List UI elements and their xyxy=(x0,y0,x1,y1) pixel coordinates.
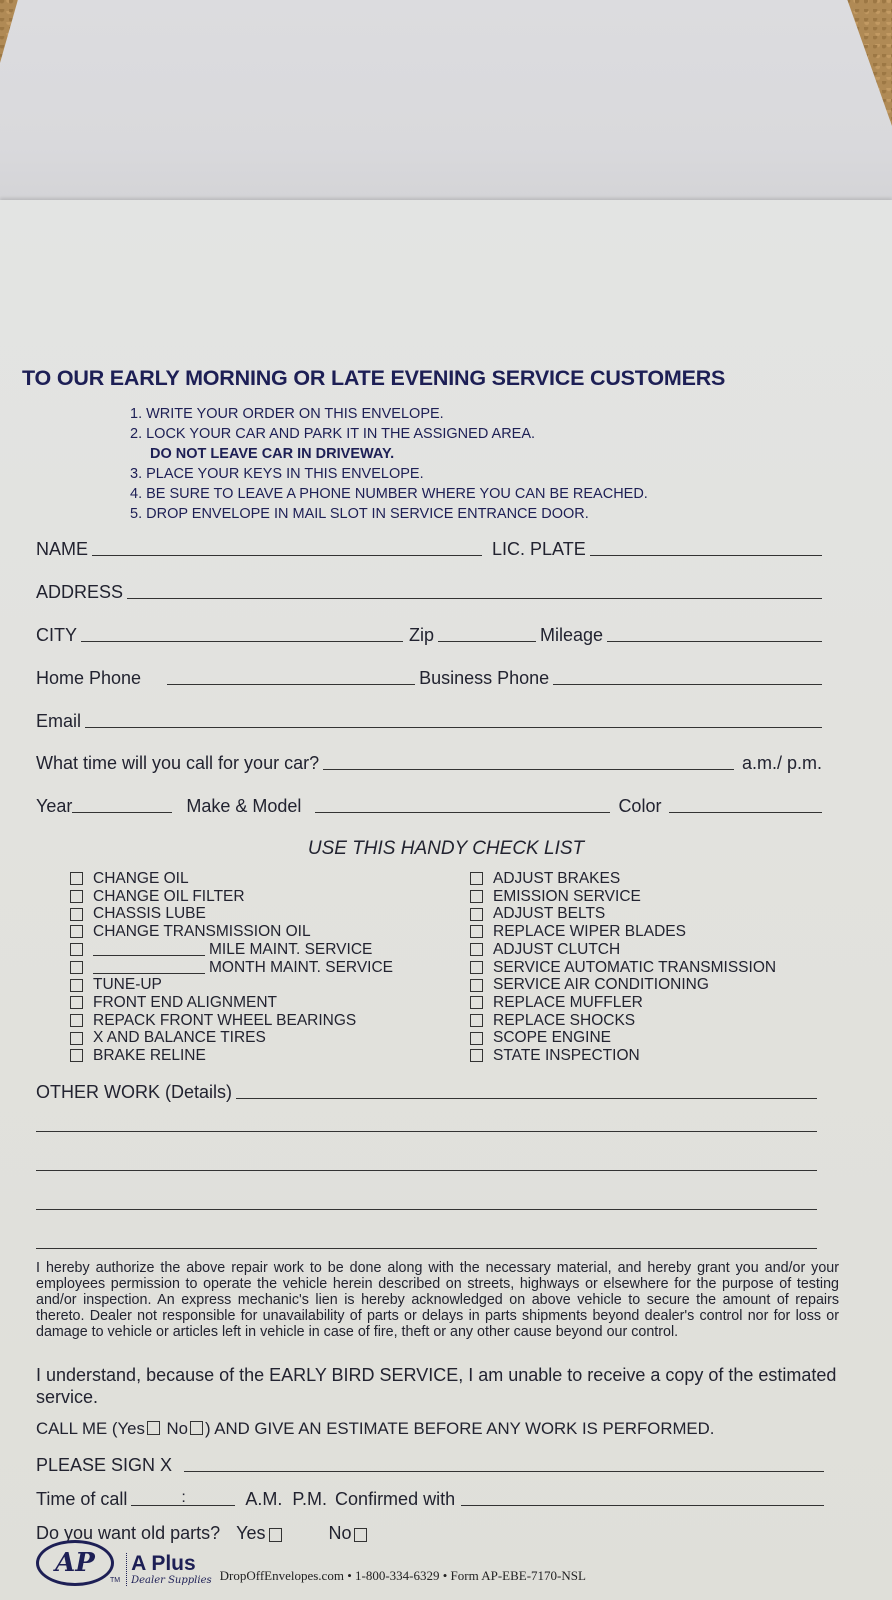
checkbox[interactable] xyxy=(470,943,483,956)
month-interval-field[interactable] xyxy=(93,961,205,974)
signature-field[interactable] xyxy=(184,1471,824,1472)
checklist-item-mile-maint[interactable]: MILE MAINT. SERVICE xyxy=(70,941,393,959)
envelope-flap xyxy=(0,0,892,210)
pickup-time-field[interactable] xyxy=(323,769,734,770)
contact-info: DropOffEnvelopes.com • 1-800-334-6329 • Form AP-EBE-7170-NSL xyxy=(219,1568,586,1583)
year-field[interactable] xyxy=(72,812,172,813)
lic-plate-label: LIC. PLATE xyxy=(492,539,586,559)
checkbox[interactable] xyxy=(470,872,483,885)
checklist-item[interactable]: ADJUST BRAKES xyxy=(470,870,776,888)
checklist-item[interactable]: TUNE-UP xyxy=(70,976,393,994)
city-field[interactable] xyxy=(81,641,403,642)
step-2: 2. LOCK YOUR CAR AND PARK IT IN THE ASSIGNED AREA. xyxy=(130,426,536,442)
brand-subtitle: Dealer Supplies xyxy=(131,1575,212,1586)
other-work-line-4[interactable] xyxy=(36,1209,817,1210)
year-label: Year xyxy=(36,796,73,816)
step-1: 1. WRITE YOUR ORDER ON THIS ENVELOPE. xyxy=(130,406,444,422)
checklist-left-column xyxy=(70,870,393,1065)
confirmed-with-field[interactable] xyxy=(461,1505,824,1506)
trademark-mark: TM xyxy=(110,1577,121,1584)
checklist-item[interactable]: FRONT END ALIGNMENT xyxy=(70,994,393,1012)
other-work-field[interactable] xyxy=(236,1098,817,1099)
confirmed-with-label: Confirmed with xyxy=(335,1489,456,1509)
row-vehicle xyxy=(36,791,822,817)
time-of-call-label: Time of call xyxy=(36,1489,128,1509)
form-title: TO OUR EARLY MORNING OR LATE EVENING SERVICE CUSTOMERS xyxy=(22,366,726,390)
checklist-item[interactable]: REPLACE WIPER BLADES xyxy=(470,923,776,941)
early-bird-notice: I understand, because of the EARLY BIRD SERVICE, I am unable to receive a copy of the estimated service. xyxy=(36,1365,837,1407)
checkbox[interactable] xyxy=(70,1032,83,1045)
checkbox[interactable] xyxy=(470,1049,483,1062)
business-phone-field[interactable] xyxy=(553,684,822,685)
checkbox[interactable] xyxy=(470,1032,483,1045)
driveway-warning: DO NOT LEAVE CAR IN DRIVEWAY. xyxy=(150,446,395,462)
checklist-item[interactable]: REPLACE MUFFLER xyxy=(470,994,776,1012)
business-phone-label: Business Phone xyxy=(419,668,550,688)
row-email xyxy=(36,706,822,732)
brand-block xyxy=(126,1553,212,1586)
checklist-item[interactable]: SERVICE AUTOMATIC TRANSMISSION xyxy=(470,959,776,977)
checklist-item[interactable]: ADJUST BELTS xyxy=(470,905,776,923)
checklist-item[interactable]: CHANGE TRANSMISSION OIL xyxy=(70,923,393,941)
mile-interval-field[interactable] xyxy=(93,943,205,956)
checkbox[interactable] xyxy=(70,943,83,956)
city-label: CITY xyxy=(36,625,78,645)
zip-field[interactable] xyxy=(438,641,536,642)
home-phone-label: Home Phone xyxy=(36,668,142,688)
checkbox[interactable] xyxy=(70,979,83,992)
authorization-text: I hereby authorize the above repair work to be done along with the necessary material, and hereby grant you and/or your employees permission to operate the vehicle herein described on streets, highways or elsewhere for the purpose of testing and/or inspection. An express mechanic's lien is hereby acknowledged on above vehicle to secure the amount of repairs thereto. Dealer not responsible for unavailability of parts or delays in parts shipments beyond dealer's control nor for loss or damage to vehicle or articles left in vehicle in case of fire, theft or any other cause beyond our control. xyxy=(36,1260,839,1340)
checklist-item[interactable]: CHANGE OIL FILTER xyxy=(70,888,393,906)
checkbox[interactable] xyxy=(470,925,483,938)
call-me-no-label: No xyxy=(166,1419,188,1438)
checklist-item[interactable]: ADJUST CLUTCH xyxy=(470,941,776,959)
checklist-item[interactable]: SCOPE ENGINE xyxy=(470,1029,776,1047)
checklist-item-month-maint[interactable]: MONTH MAINT. SERVICE xyxy=(70,959,393,977)
color-label: Color xyxy=(618,796,662,816)
checkbox[interactable] xyxy=(470,979,483,992)
old-parts-label: Do you want old parts? xyxy=(36,1523,221,1543)
step-3: 3. PLACE YOUR KEYS IN THIS ENVELOPE. xyxy=(130,466,424,482)
checklist-item[interactable]: STATE INSPECTION xyxy=(470,1047,776,1065)
row-time-of-call xyxy=(36,1484,824,1510)
checkbox[interactable] xyxy=(470,908,483,921)
checkbox[interactable] xyxy=(70,925,83,938)
zip-label: Zip xyxy=(409,625,435,645)
checklist-item[interactable]: BRAKE RELINE xyxy=(70,1047,393,1065)
am-pm-label: a.m./ p.m. xyxy=(741,753,822,773)
call-me-line: CALL ME (Yes No ) AND GIVE AN ESTIMATE BEFORE ANY WORK IS PERFORMED. xyxy=(36,1419,715,1438)
other-work-line-3[interactable] xyxy=(36,1170,817,1171)
checkbox[interactable] xyxy=(70,1049,83,1062)
checkbox[interactable] xyxy=(470,961,483,974)
am-pm-options[interactable]: A.M. P.M. xyxy=(245,1489,328,1509)
email-label: Email xyxy=(36,711,82,731)
checklist-title: USE THIS HANDY CHECK LIST xyxy=(307,838,585,859)
other-work-label: OTHER WORK (Details) xyxy=(36,1082,233,1102)
row-phones xyxy=(36,663,822,689)
checklist-item[interactable]: SERVICE AIR CONDITIONING xyxy=(470,976,776,994)
row-city xyxy=(36,620,822,646)
checkbox[interactable] xyxy=(70,996,83,1009)
make-model-field[interactable] xyxy=(315,812,610,813)
row-pickup-time xyxy=(36,748,822,774)
address-label: ADDRESS xyxy=(36,582,124,602)
old-parts-yes-label: Yes xyxy=(236,1523,266,1543)
row-signature xyxy=(36,1450,824,1476)
row-address xyxy=(36,577,822,603)
checkbox[interactable] xyxy=(470,996,483,1009)
a-plus-logo-icon: AP xyxy=(36,1540,114,1586)
email-field[interactable] xyxy=(85,727,822,728)
step-4: 4. BE SURE TO LEAVE A PHONE NUMBER WHERE YOU CAN BE REACHED. xyxy=(130,486,648,502)
mileage-label: Mileage xyxy=(540,625,604,645)
call-me-yes-label: Yes xyxy=(117,1419,145,1438)
name-field[interactable] xyxy=(92,555,482,556)
instruction-steps xyxy=(130,404,648,524)
checkbox[interactable] xyxy=(470,1014,483,1027)
checklist-item[interactable]: CHANGE OIL xyxy=(70,870,393,888)
color-field[interactable] xyxy=(669,812,822,813)
home-phone-field[interactable] xyxy=(167,684,415,685)
old-parts-no-label: No xyxy=(328,1523,352,1543)
checklist-item[interactable]: REPLACE SHOCKS xyxy=(470,1012,776,1030)
call-me-yes-checkbox[interactable] xyxy=(147,1421,160,1435)
pickup-time-label: What time will you call for your car? xyxy=(36,753,320,773)
checklist-right-column xyxy=(470,870,776,1065)
row-name xyxy=(36,534,822,560)
address-field[interactable] xyxy=(127,598,822,599)
checklist-item[interactable]: CHASSIS LUBE xyxy=(70,905,393,923)
checkbox[interactable] xyxy=(70,908,83,921)
step-5: 5. DROP ENVELOPE IN MAIL SLOT IN SERVICE ENTRANCE DOOR. xyxy=(130,506,589,522)
brand-name: A Plus xyxy=(131,1552,196,1575)
mileage-field[interactable] xyxy=(607,641,822,642)
call-me-no-checkbox[interactable] xyxy=(190,1421,203,1435)
other-work-line-5[interactable] xyxy=(36,1248,817,1249)
checkbox[interactable] xyxy=(70,872,83,885)
checklist-item[interactable]: REPACK FRONT WHEEL BEARINGS xyxy=(70,1012,393,1030)
time-of-call-field[interactable]: : xyxy=(131,1505,235,1506)
make-model-label: Make & Model xyxy=(186,796,302,816)
sign-label: PLEASE SIGN X xyxy=(36,1455,173,1475)
lic-plate-field[interactable] xyxy=(590,555,822,556)
checkbox[interactable] xyxy=(70,1014,83,1027)
checkbox[interactable] xyxy=(70,890,83,903)
checklist-item[interactable]: X AND BALANCE TIRES xyxy=(70,1029,393,1047)
checkbox[interactable] xyxy=(70,961,83,974)
row-other-work xyxy=(36,1077,817,1103)
other-work-line-2[interactable] xyxy=(36,1131,817,1132)
checklist-item[interactable]: EMISSION SERVICE xyxy=(470,888,776,906)
footer xyxy=(36,1540,586,1586)
name-label: NAME xyxy=(36,539,89,559)
checkbox[interactable] xyxy=(470,890,483,903)
